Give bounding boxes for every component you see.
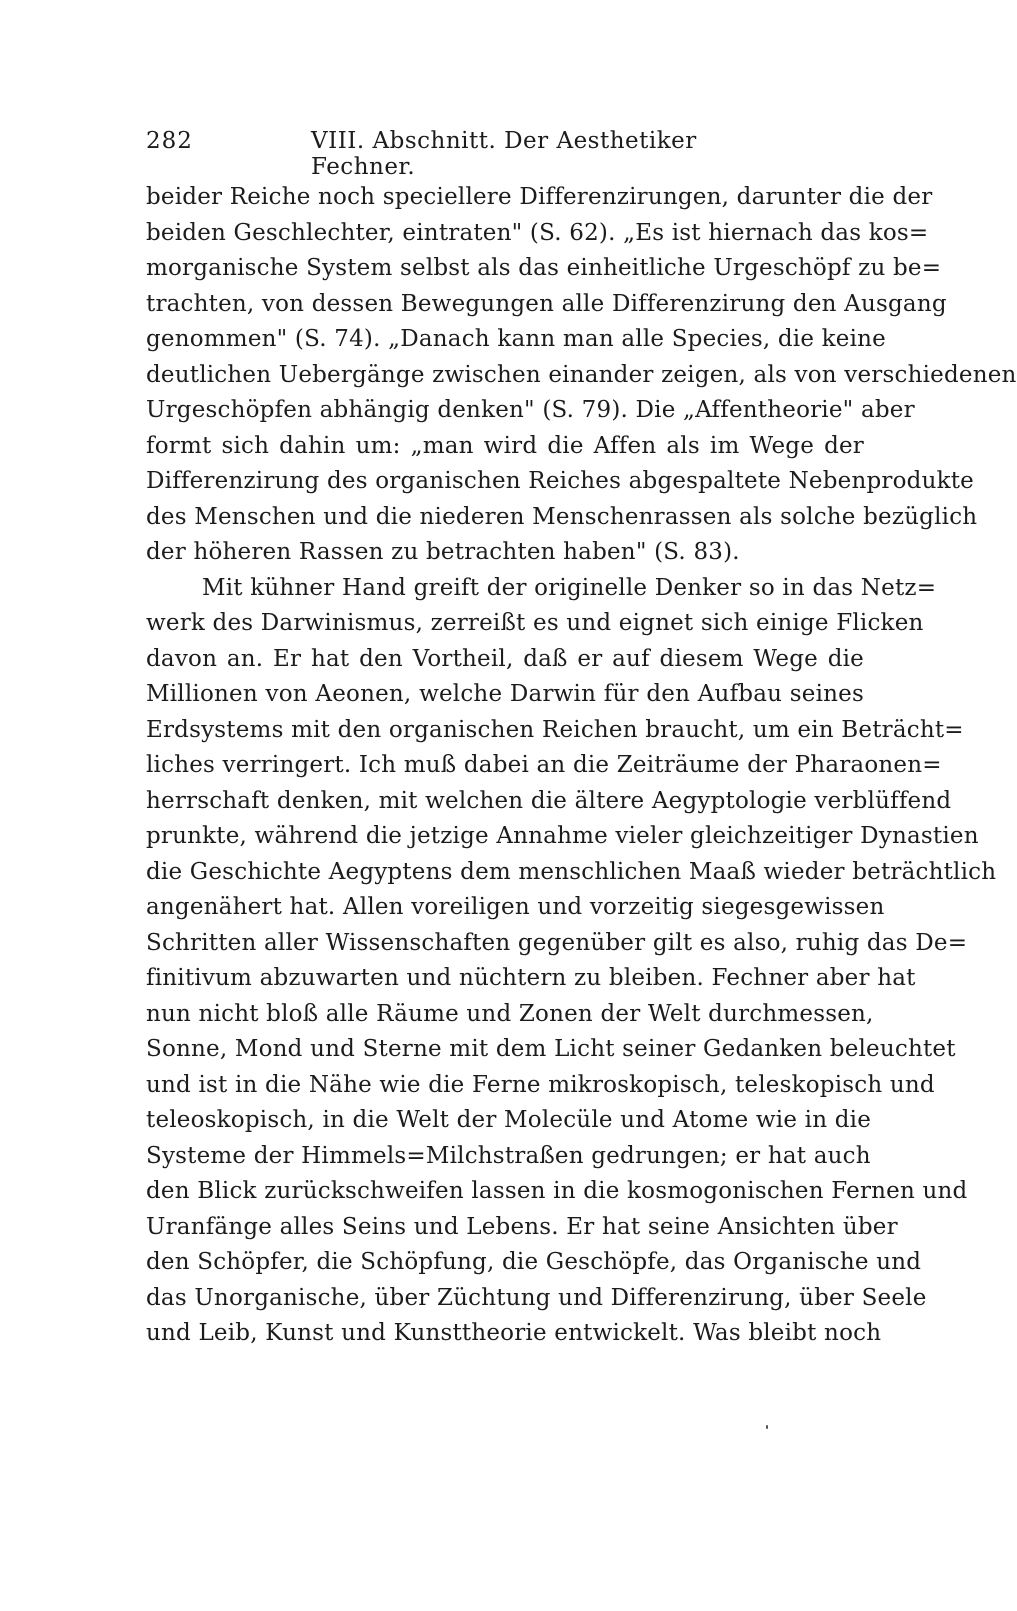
text-line-paragraph-start: Mit kühner Hand greift der originelle Denker so in das Netz=	[202, 574, 937, 601]
text-line: Millionen von Aeonen, welche Darwin für den Aufbau seines	[146, 681, 864, 707]
text-line: werk des Darwinismus, zerreißt es und eignet sich einige Flicken	[146, 610, 924, 636]
page-header	[146, 128, 864, 180]
text-line: teleoskopisch, in die Welt der Molecüle und Atome wie in die	[146, 1107, 872, 1133]
text-line: liches verringert. Ich muß dabei an die Zeiträume der Pharaonen=	[146, 752, 942, 778]
running-head: VIII. Abschnitt. Der Aesthetiker Fechner.	[311, 128, 697, 180]
text-line: Differenzirung des organischen Reiches abgespaltete Nebenprodukte	[146, 468, 974, 494]
text-line: beider Reiche noch speciellere Differenzirungen, darunter die der	[146, 184, 933, 210]
text-line: den Schöpfer, die Schöpfung, die Geschöpfe, das Organische und	[146, 1249, 922, 1275]
scan-speck	[766, 1425, 768, 1429]
text-line: nun nicht bloß alle Räume und Zonen der Welt durchmessen,	[146, 1000, 874, 1027]
text-line: und Leib, Kunst und Kunsttheorie entwickelt. Was bleibt noch	[146, 1320, 882, 1346]
text-line: deutlichen Uebergänge zwischen einander zeigen, als von verschiedenen	[146, 361, 1017, 388]
text-line: die Geschichte Aegyptens dem menschlichen Maaß wieder beträchtlich	[146, 858, 997, 885]
body-text	[146, 180, 1017, 1352]
text-line: beiden Geschlechter, eintraten" (S. 62). „Es ist hiernach das kos=	[146, 219, 929, 246]
page-number: 282	[146, 128, 193, 154]
text-line: das Unorganische, über Züchtung und Differenzirung, über Seele	[146, 1284, 927, 1311]
text-line: morganische System selbst als das einheitliche Urgeschöpf zu be=	[146, 255, 942, 281]
text-line: davon an. Er hat den Vortheil, daß er auf diesem Wege die	[146, 645, 864, 672]
text-line: prunkte, während die jetzige Annahme vieler gleichzeitiger Dynastien	[146, 823, 979, 849]
text-line: den Blick zurückschweifen lassen in die kosmogonischen Fernen und	[146, 1178, 968, 1204]
text-line: Sonne, Mond und Sterne mit dem Licht seiner Gedanken beleuchtet	[146, 1036, 956, 1062]
text-line: Schritten aller Wissenschaften gegenüber gilt es also, ruhig das De=	[146, 929, 968, 956]
text-line: formt sich dahin um: „man wird die Affen als im Wege der	[146, 432, 864, 459]
text-line: Urgeschöpfen abhängig denken" (S. 79). Die „Affentheorie" aber	[146, 397, 915, 423]
text-line: Erdsystems mit den organischen Reichen braucht, um ein Beträcht=	[146, 716, 964, 743]
text-line: Systeme der Himmels=Milchstraßen gedrungen; er hat auch	[146, 1142, 871, 1169]
text-line: des Menschen und die niederen Menschenrassen als solche bezüglich	[146, 503, 978, 530]
text-line-paragraph-end: der höheren Rassen zu betrachten haben" (S. 83).	[146, 539, 740, 565]
text-line: Uranfänge alles Seins und Lebens. Er hat seine Ansichten über	[146, 1213, 898, 1240]
text-line: angenähert hat. Allen voreiligen und vorzeitig siegesgewissen	[146, 894, 885, 920]
text-line: herrschaft denken, mit welchen die ältere Aegyptologie verblüffend	[146, 787, 952, 814]
text-line: trachten, von dessen Bewegungen alle Differenzirung den Ausgang	[146, 290, 947, 317]
text-line: finitivum abzuwarten und nüchtern zu bleiben. Fechner aber hat	[146, 965, 916, 991]
text-line: genommen" (S. 74). „Danach kann man alle Species, die keine	[146, 326, 886, 352]
text-line: und ist in die Nähe wie die Ferne mikroskopisch, teleskopisch und	[146, 1071, 935, 1098]
